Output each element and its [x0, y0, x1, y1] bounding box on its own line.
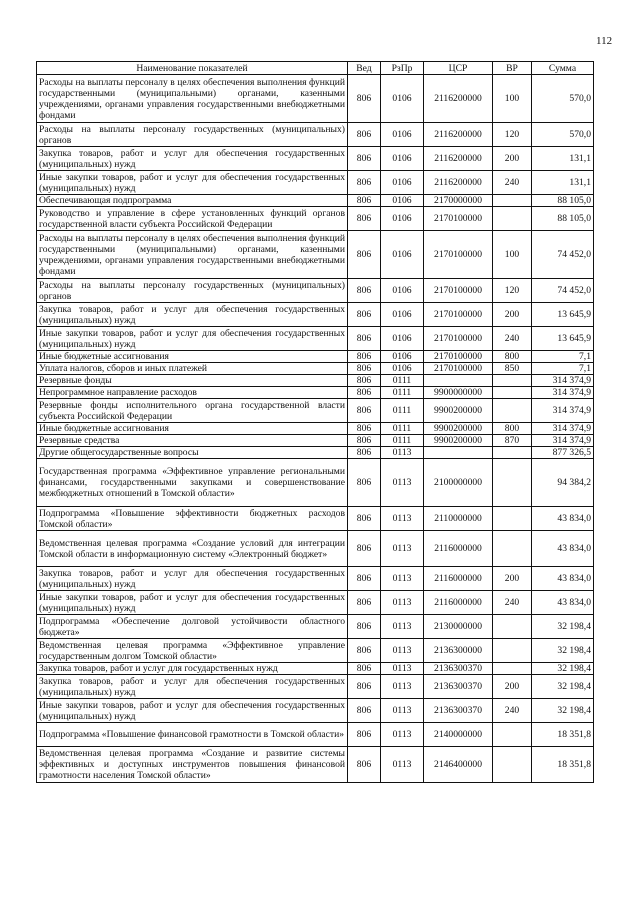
row-name: Расходы на выплаты персоналу в целях обеспечения выполнения функций государственными (муниципальными) органами, казенными учреждениями, органами управления государственными внебюджетными фондами — [37, 75, 348, 123]
row-ved: 806 — [348, 675, 381, 699]
row-name: Руководство и управление в сфере установленных функций органов государственной власти субъекта Российской Федерации — [37, 207, 348, 231]
row-rzpr: 0113 — [381, 747, 424, 783]
row-rzpr: 0106 — [381, 195, 424, 207]
table-row — [37, 279, 594, 303]
row-csr: 2170100000 — [424, 207, 493, 231]
row-sum: 877 326,5 — [532, 447, 594, 459]
row-sum: 43 834,0 — [532, 507, 594, 531]
row-rzpr: 0111 — [381, 435, 424, 447]
row-rzpr: 0113 — [381, 591, 424, 615]
row-ved: 806 — [348, 123, 381, 147]
row-ved: 806 — [348, 387, 381, 399]
table-row — [37, 591, 594, 615]
row-name: Расходы на выплаты персоналу в целях обеспечения выполнения функций государственными (муниципальными) органами, казенными учреждениями, органами управления государственными внебюджетными фондами — [37, 231, 348, 279]
row-rzpr: 0113 — [381, 459, 424, 507]
row-rzpr: 0113 — [381, 639, 424, 663]
row-vr: 240 — [493, 171, 532, 195]
header-sum: Сумма — [532, 62, 594, 75]
row-csr: 2136300370 — [424, 663, 493, 675]
row-ved: 806 — [348, 435, 381, 447]
row-csr: 2116200000 — [424, 147, 493, 171]
table-row — [37, 147, 594, 171]
header-csr: ЦСР — [424, 62, 493, 75]
budget-table — [36, 61, 594, 783]
row-rzpr: 0106 — [381, 363, 424, 375]
row-rzpr: 0106 — [381, 279, 424, 303]
row-vr: 800 — [493, 351, 532, 363]
row-name: Иные закупки товаров, работ и услуг для обеспечения государственных (муниципальных) нужд — [37, 327, 348, 351]
row-name: Иные закупки товаров, работ и услуг для обеспечения государственных (муниципальных) нужд — [37, 591, 348, 615]
header-vr: ВР — [493, 62, 532, 75]
row-vr: 200 — [493, 147, 532, 171]
row-ved: 806 — [348, 303, 381, 327]
row-name: Другие общегосударственные вопросы — [37, 447, 348, 459]
row-name: Резервные средства — [37, 435, 348, 447]
row-name: Закупка товаров, работ и услуг для обеспечения государственных (муниципальных) нужд — [37, 303, 348, 327]
row-vr — [493, 387, 532, 399]
table-row — [37, 615, 594, 639]
row-name: Резервные фонды исполнительного органа государственной власти субъекта Российской Федерации — [37, 399, 348, 423]
row-csr: 9900000000 — [424, 387, 493, 399]
table-body — [37, 75, 594, 783]
table-row — [37, 459, 594, 507]
row-vr: 240 — [493, 591, 532, 615]
row-vr — [493, 507, 532, 531]
row-vr — [493, 375, 532, 387]
row-ved: 806 — [348, 363, 381, 375]
row-sum: 131,1 — [532, 147, 594, 171]
row-vr — [493, 615, 532, 639]
row-vr — [493, 663, 532, 675]
row-name: Государственная программа «Эффективное управление региональными финансами, государственными закупками и совершенствование межбюджетных отношений в Томской области» — [37, 459, 348, 507]
table-row — [37, 171, 594, 195]
table-row — [37, 399, 594, 423]
row-vr: 240 — [493, 699, 532, 723]
row-sum: 43 834,0 — [532, 567, 594, 591]
row-vr: 240 — [493, 327, 532, 351]
row-name: Подпрограмма «Повышение эффективности бюджетных расходов Томской области» — [37, 507, 348, 531]
table-row — [37, 699, 594, 723]
table-row — [37, 663, 594, 675]
row-csr: 2170100000 — [424, 327, 493, 351]
row-name: Ведомственная целевая программа «Создание и развитие системы эффективных и доступных инструментов повышения финансовой грамотности населения Томской области» — [37, 747, 348, 783]
row-ved: 806 — [348, 279, 381, 303]
row-ved: 806 — [348, 663, 381, 675]
row-sum: 18 351,8 — [532, 723, 594, 747]
row-sum: 7,1 — [532, 363, 594, 375]
row-sum: 570,0 — [532, 123, 594, 147]
table-row — [37, 231, 594, 279]
row-vr — [493, 399, 532, 423]
row-ved: 806 — [348, 195, 381, 207]
table-row — [37, 747, 594, 783]
row-ved: 806 — [348, 591, 381, 615]
table-row — [37, 75, 594, 123]
row-csr: 2100000000 — [424, 459, 493, 507]
row-sum: 74 452,0 — [532, 279, 594, 303]
row-vr — [493, 207, 532, 231]
row-csr: 2146400000 — [424, 747, 493, 783]
table-row — [37, 567, 594, 591]
row-rzpr: 0106 — [381, 171, 424, 195]
row-rzpr: 0113 — [381, 531, 424, 567]
row-ved: 806 — [348, 507, 381, 531]
row-vr: 200 — [493, 567, 532, 591]
table-row — [37, 207, 594, 231]
row-vr — [493, 747, 532, 783]
table-row — [37, 303, 594, 327]
row-sum: 570,0 — [532, 75, 594, 123]
row-vr: 850 — [493, 363, 532, 375]
row-vr: 200 — [493, 303, 532, 327]
row-csr: 2170100000 — [424, 303, 493, 327]
row-ved: 806 — [348, 375, 381, 387]
row-vr: 100 — [493, 75, 532, 123]
table-row — [37, 639, 594, 663]
table-row — [37, 531, 594, 567]
row-csr: 2170100000 — [424, 351, 493, 363]
row-sum: 314 374,9 — [532, 387, 594, 399]
row-ved: 806 — [348, 459, 381, 507]
row-ved: 806 — [348, 75, 381, 123]
row-csr: 9900200000 — [424, 423, 493, 435]
row-sum: 18 351,8 — [532, 747, 594, 783]
row-name: Ведомственная целевая программа «Создание условий для интеграции Томской области в информационную систему «Электронный бюджет» — [37, 531, 348, 567]
row-vr: 120 — [493, 279, 532, 303]
row-vr — [493, 447, 532, 459]
row-rzpr: 0113 — [381, 675, 424, 699]
row-vr — [493, 639, 532, 663]
row-rzpr: 0106 — [381, 351, 424, 363]
row-rzpr: 0113 — [381, 663, 424, 675]
row-rzpr: 0106 — [381, 303, 424, 327]
row-rzpr: 0113 — [381, 567, 424, 591]
row-name: Уплата налогов, сборов и иных платежей — [37, 363, 348, 375]
row-sum: 314 374,9 — [532, 399, 594, 423]
row-ved: 806 — [348, 567, 381, 591]
row-rzpr: 0106 — [381, 147, 424, 171]
row-ved: 806 — [348, 231, 381, 279]
row-name: Иные бюджетные ассигнования — [37, 351, 348, 363]
row-ved: 806 — [348, 699, 381, 723]
row-csr: 2116000000 — [424, 591, 493, 615]
row-vr: 870 — [493, 435, 532, 447]
row-csr: 2136300000 — [424, 639, 493, 663]
row-csr: 2130000000 — [424, 615, 493, 639]
header-rzpr: РзПр — [381, 62, 424, 75]
table-row — [37, 675, 594, 699]
row-rzpr: 0113 — [381, 723, 424, 747]
row-name: Расходы на выплаты персоналу государственных (муниципальных) органов — [37, 123, 348, 147]
table-header-row — [37, 62, 594, 75]
row-name: Обеспечивающая подпрограмма — [37, 195, 348, 207]
row-vr — [493, 723, 532, 747]
row-csr: 2140000000 — [424, 723, 493, 747]
row-ved: 806 — [348, 615, 381, 639]
row-csr: 2170100000 — [424, 279, 493, 303]
row-sum: 32 198,4 — [532, 615, 594, 639]
row-name: Резервные фонды — [37, 375, 348, 387]
row-rzpr: 0113 — [381, 507, 424, 531]
row-rzpr: 0106 — [381, 123, 424, 147]
row-csr: 9900200000 — [424, 399, 493, 423]
table-row — [37, 327, 594, 351]
row-rzpr: 0111 — [381, 387, 424, 399]
table-row — [37, 351, 594, 363]
table-row — [37, 387, 594, 399]
row-ved: 806 — [348, 147, 381, 171]
row-sum: 74 452,0 — [532, 231, 594, 279]
row-csr — [424, 375, 493, 387]
row-ved: 806 — [348, 747, 381, 783]
header-ved: Вед — [348, 62, 381, 75]
row-sum: 32 198,4 — [532, 675, 594, 699]
row-ved: 806 — [348, 171, 381, 195]
row-csr: 2170100000 — [424, 231, 493, 279]
row-name: Подпрограмма «Обеспечение долговой устойчивости областного бюджета» — [37, 615, 348, 639]
row-rzpr: 0113 — [381, 699, 424, 723]
row-vr: 200 — [493, 675, 532, 699]
row-ved: 806 — [348, 351, 381, 363]
table-row — [37, 123, 594, 147]
row-rzpr: 0113 — [381, 615, 424, 639]
row-rzpr: 0111 — [381, 375, 424, 387]
row-name: Иные бюджетные ассигнования — [37, 423, 348, 435]
row-vr: 800 — [493, 423, 532, 435]
row-vr: 120 — [493, 123, 532, 147]
row-sum: 32 198,4 — [532, 639, 594, 663]
row-name: Иные закупки товаров, работ и услуг для обеспечения государственных (муниципальных) нужд — [37, 699, 348, 723]
row-vr: 100 — [493, 231, 532, 279]
row-rzpr: 0106 — [381, 207, 424, 231]
row-name: Ведомственная целевая программа «Эффективное управление государственным долгом Томской области» — [37, 639, 348, 663]
table-row — [37, 447, 594, 459]
row-name: Непрограммное направление расходов — [37, 387, 348, 399]
row-name: Расходы на выплаты персоналу государственных (муниципальных) органов — [37, 279, 348, 303]
row-rzpr: 0106 — [381, 327, 424, 351]
row-vr — [493, 195, 532, 207]
table-row — [37, 435, 594, 447]
row-rzpr: 0111 — [381, 399, 424, 423]
row-sum: 94 384,2 — [532, 459, 594, 507]
row-sum: 314 374,9 — [532, 423, 594, 435]
row-csr: 9900200000 — [424, 435, 493, 447]
row-name: Иные закупки товаров, работ и услуг для обеспечения государственных (муниципальных) нужд — [37, 171, 348, 195]
row-name: Закупка товаров, работ и услуг для обеспечения государственных (муниципальных) нужд — [37, 675, 348, 699]
row-rzpr: 0106 — [381, 75, 424, 123]
row-csr: 2170100000 — [424, 363, 493, 375]
row-sum: 43 834,0 — [532, 531, 594, 567]
page-number: 112 — [596, 35, 613, 47]
row-sum: 32 198,4 — [532, 663, 594, 675]
row-csr: 2116200000 — [424, 123, 493, 147]
row-vr — [493, 459, 532, 507]
row-name: Закупка товаров, работ и услуг для обеспечения государственных (муниципальных) нужд — [37, 147, 348, 171]
row-sum: 88 105,0 — [532, 195, 594, 207]
table-row — [37, 195, 594, 207]
row-sum: 7,1 — [532, 351, 594, 363]
row-sum: 13 645,9 — [532, 327, 594, 351]
row-sum: 314 374,9 — [532, 435, 594, 447]
row-sum: 43 834,0 — [532, 591, 594, 615]
row-rzpr: 0111 — [381, 423, 424, 435]
row-sum: 131,1 — [532, 171, 594, 195]
row-csr: 2116000000 — [424, 531, 493, 567]
row-ved: 806 — [348, 531, 381, 567]
row-csr: 2170000000 — [424, 195, 493, 207]
row-ved: 806 — [348, 723, 381, 747]
row-csr: 2136300370 — [424, 699, 493, 723]
row-ved: 806 — [348, 423, 381, 435]
table-row — [37, 375, 594, 387]
row-sum: 314 374,9 — [532, 375, 594, 387]
row-ved: 806 — [348, 447, 381, 459]
row-ved: 806 — [348, 327, 381, 351]
row-sum: 88 105,0 — [532, 207, 594, 231]
table-row — [37, 363, 594, 375]
row-rzpr: 0106 — [381, 231, 424, 279]
row-csr: 2110000000 — [424, 507, 493, 531]
row-ved: 806 — [348, 207, 381, 231]
table-row — [37, 507, 594, 531]
row-csr — [424, 447, 493, 459]
header-name: Наименование показателей — [37, 62, 348, 75]
row-csr: 2136300370 — [424, 675, 493, 699]
row-csr: 2116200000 — [424, 171, 493, 195]
row-sum: 13 645,9 — [532, 303, 594, 327]
row-name: Закупка товаров, работ и услуг для обеспечения государственных (муниципальных) нужд — [37, 567, 348, 591]
row-csr: 2116000000 — [424, 567, 493, 591]
row-vr — [493, 531, 532, 567]
row-name: Закупка товаров, работ и услуг для государственных нужд — [37, 663, 348, 675]
row-csr: 2116200000 — [424, 75, 493, 123]
row-sum: 32 198,4 — [532, 699, 594, 723]
row-ved: 806 — [348, 399, 381, 423]
row-name: Подпрограмма «Повышение финансовой грамотности в Томской области» — [37, 723, 348, 747]
row-rzpr: 0113 — [381, 447, 424, 459]
table-row — [37, 423, 594, 435]
table-row — [37, 723, 594, 747]
row-ved: 806 — [348, 639, 381, 663]
